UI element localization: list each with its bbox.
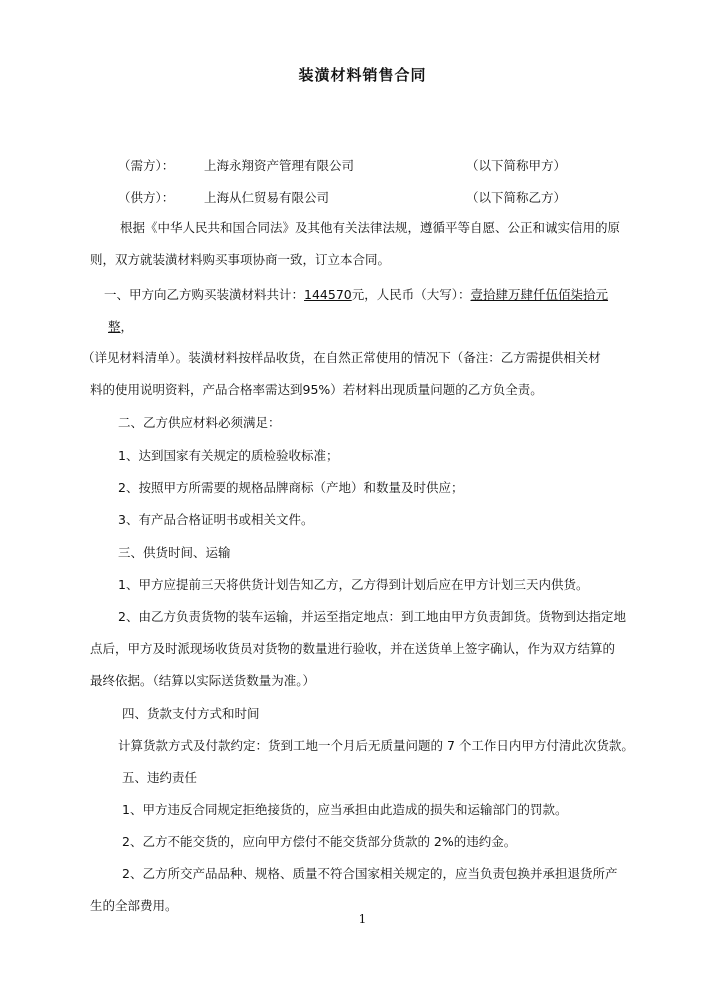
clause-2-item: 1、达到国家有关规定的质检验收标准； bbox=[118, 448, 339, 463]
party-role: （需方）： bbox=[118, 158, 175, 173]
clause-4-heading: 四、货款支付方式和时间 bbox=[122, 706, 260, 721]
party-name: 上海永翔资产管理有限公司 bbox=[204, 158, 355, 173]
clause-3-item: 最终依据。（结算以实际送货数量为准。） bbox=[90, 673, 316, 688]
clause-2-item: 3、有产品合格证明书或相关文件。 bbox=[118, 512, 314, 527]
party-alias: （以下简称乙方） bbox=[466, 190, 567, 205]
amount-upper-end: 整 bbox=[108, 319, 121, 334]
party-role: （供方）： bbox=[118, 190, 175, 205]
clause-5-item: 2、乙方不能交货的，应向甲方偿付不能交货部分货款的 2%的违约金。 bbox=[122, 834, 517, 849]
clause-4-text: 计算货款方式及付款约定：货到工地一个月后无质量问题的 7 个工作日内甲方付清此次货款。 bbox=[118, 738, 634, 753]
clause-1-mid: 元，人民币（大写）： bbox=[351, 287, 471, 302]
clause-1-line: 料的使用说明资料，产品合格率需达到95%）若材料出现质量问题的乙方负全责。 bbox=[90, 382, 543, 397]
clause-5-heading: 五、违约责任 bbox=[122, 770, 198, 785]
amount-upper: 壹拾肆万肆仟伍佰柒拾元 bbox=[470, 287, 609, 302]
clause-3-item: 2、由乙方负责货物的装车运输，并运至指定地点：到工地由甲方负责卸货。货物到达指定地 bbox=[118, 609, 626, 624]
clause-1-suffix: ， bbox=[120, 319, 134, 334]
intro-line: 根据《中华人民共和国合同法》及其他有关法律法规，遵循平等自愿、公正和诚实信用的原 bbox=[120, 220, 621, 235]
clause-3-heading: 三、供货时间、运输 bbox=[118, 545, 231, 560]
clause-3-item: 点后，甲方及时派现场收货员对货物的数量进行验收，并在送货单上签字确认，作为双方结算的 bbox=[90, 641, 616, 656]
page-number: 1 bbox=[358, 912, 367, 926]
clause-5-item: 生的全部费用。 bbox=[90, 898, 178, 913]
clause-1-line bbox=[108, 319, 133, 335]
clause-1-line: （详见材料清单）。装潢材料按样品收货，在自然正常使用的情况下（备注：乙方需提供相关材 bbox=[82, 350, 601, 365]
party-name: 上海从仁贸易有限公司 bbox=[204, 190, 330, 205]
clause-1-prefix: 一、甲方向乙方购买装潢材料共计： bbox=[104, 287, 305, 302]
clause-5-item: 1、甲方违反合同规定拒绝接货的，应当承担由此造成的损失和运输部门的罚款。 bbox=[122, 802, 568, 817]
clause-2-heading: 二、乙方供应材料必须满足： bbox=[118, 415, 281, 430]
document-title: 装潢材料销售合同 bbox=[298, 66, 427, 84]
intro-line: 则，双方就装潢材料购买事项协商一致，订立本合同。 bbox=[90, 252, 391, 267]
party-alias: （以下简称甲方） bbox=[466, 158, 567, 173]
clause-5-item: 2、乙方所交产品品种、规格、质量不符合国家相关规定的，应当负责包换并承担退货所产 bbox=[122, 866, 618, 881]
clause-1-line bbox=[104, 287, 608, 303]
amount-figure: 144570 bbox=[304, 287, 352, 302]
clause-2-item: 2、按照甲方所需要的规格品牌商标（产地）和数量及时供应； bbox=[118, 480, 464, 495]
clause-3-item: 1、甲方应提前三天将供货计划告知乙方，乙方得到计划后应在甲方计划三天内供货。 bbox=[118, 577, 589, 592]
